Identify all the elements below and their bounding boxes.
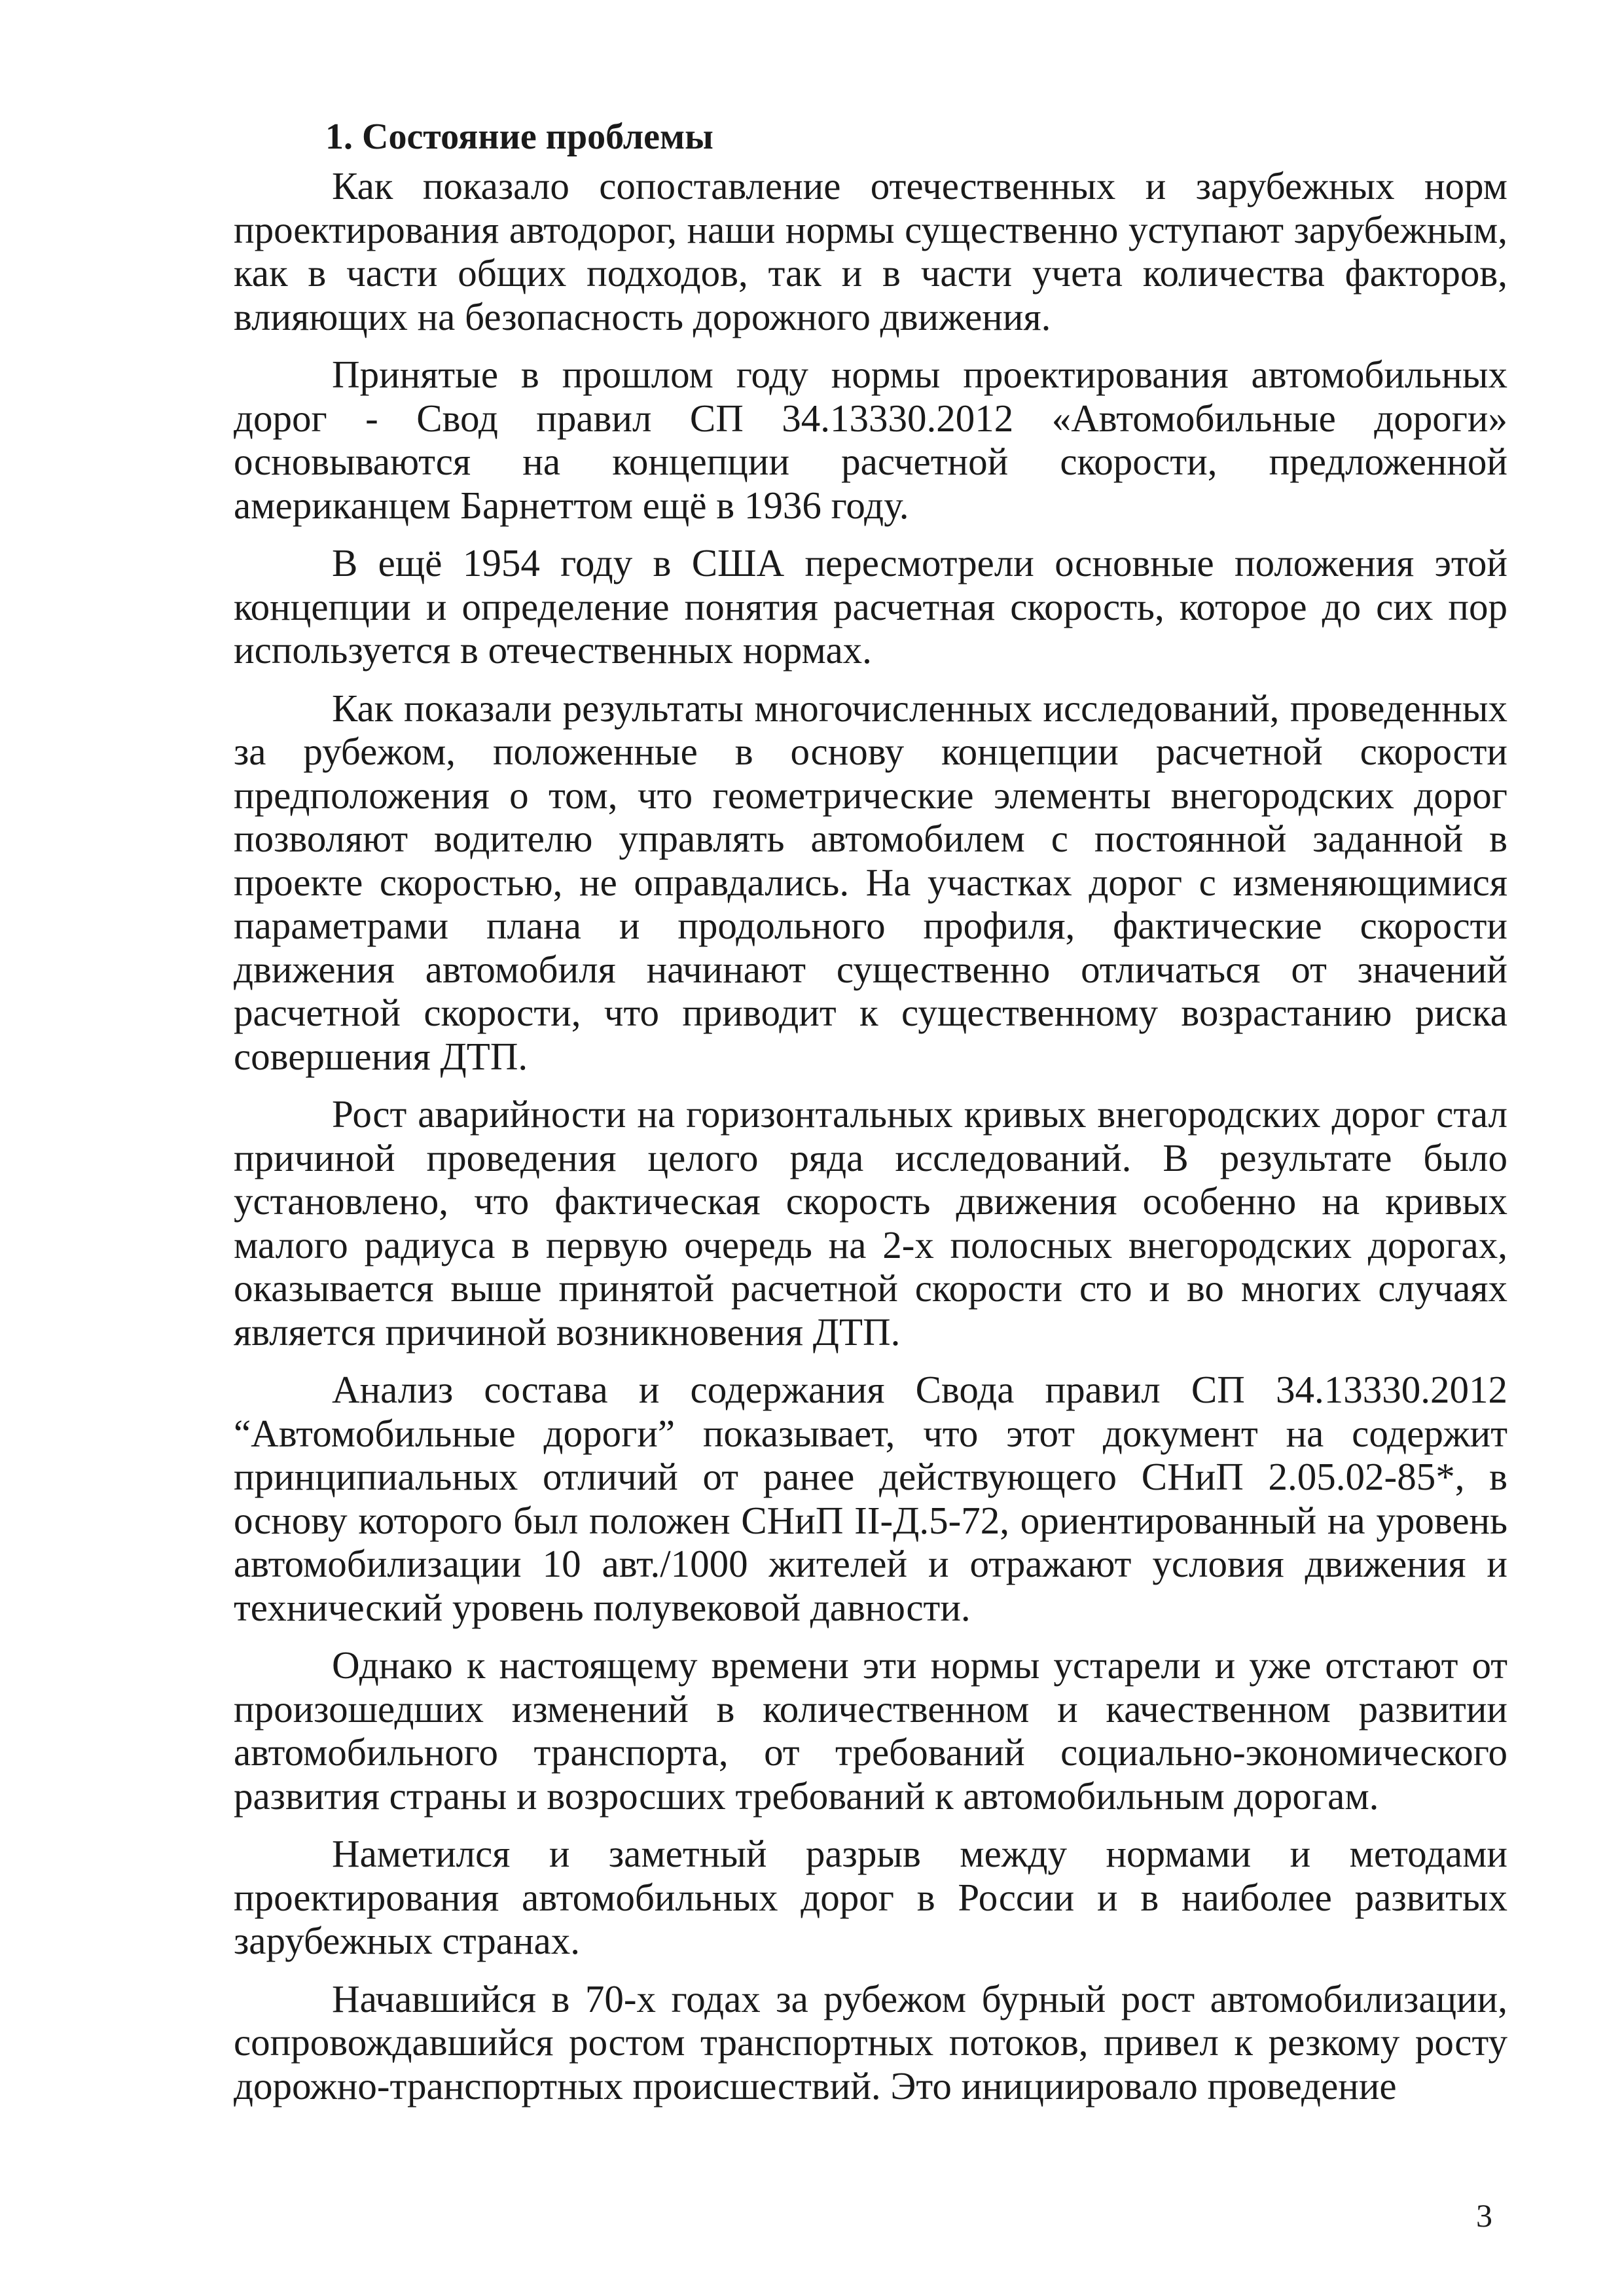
- page-number: 3: [1476, 2197, 1492, 2234]
- paragraph-6: Анализ состава и содержания Свода правил СП 34.13330.2012 “Автомобильные дороги” показывает, что этот документ на содержит принципиальных отличий от ранее действующего СНиП 2.05.02-85*, в основу которого был положен СНиП II-Д.5-72, ориентированный на уровень автомобилизации 10 авт./1000 жителей и отражают условия движения и технический уровень полувековой давности.: [234, 1368, 1507, 1629]
- paragraph-3: В ещё 1954 году в США пересмотрели основные положения этой концепции и определение понятия расчетная скорость, которое до сих пор используется в отечественных нормах.: [234, 541, 1507, 672]
- paragraph-1: Как показало сопоставление отечественных и зарубежных норм проектирования автодорог, наши нормы существенно уступают зарубежным, как в части общих подходов, так и в части учета количества факторов, влияющих на безопасность дорожного движения.: [234, 164, 1507, 338]
- paragraph-7: Однако к настоящему времени эти нормы устарели и уже отстают от произошедших изменений в количественном и качественном развитии автомобильного транспорта, от требований социально-экономического развития страны и возросших требований к автомобильным дорогам.: [234, 1643, 1507, 1818]
- section-heading: 1. Состояние проблемы: [325, 117, 713, 157]
- paragraph-4: Как показали результаты многочисленных исследований, проведенных за рубежом, положенные в основу концепции расчетной скорости предположения о том, что геометрические элементы внегородских дорог позволяют водителю управлять автомобилем с постоянной заданной в проекте скоростью, не оправдались. На участках дорог с изменяющимися параметрами плана и продольного профиля, фактические скорости движения автомобиля начинают существенно отличаться от значений расчетной скорости, что приводит к существенному возрастанию риска совершения ДТП.: [234, 686, 1507, 1078]
- paragraph-5: Рост аварийности на горизонтальных кривых внегородских дорог стал причиной проведения целого ряда исследований. В результате было установлено, что фактическая скорость движения особенно на кривых малого радиуса в первую очередь на 2-х полосных внегородских дорогах, оказывается выше принятой расчетной скорости сто и во многих случаях является причиной возникновения ДТП.: [234, 1092, 1507, 1354]
- paragraph-2: Принятые в прошлом году нормы проектирования автомобильных дорог - Свод правил СП 34.13330.2012 «Автомобильные дороги» основываются на концепции расчетной скорости, предложенной американцем Барнеттом ещё в 1936 году.: [234, 353, 1507, 527]
- paragraph-9: Начавшийся в 70-х годах за рубежом бурный рост автомобилизации, сопровождавшийся ростом транспортных потоков, привел к резкому росту дорожно-транспортных происшествий. Это инициировало проведение: [234, 1977, 1507, 2108]
- document-page: [234, 115, 1507, 2122]
- paragraph-8: Наметился и заметный разрыв между нормами и методами проектирования автомобильных дорог в России и в наиболее развитых зарубежных странах.: [234, 1832, 1507, 1962]
